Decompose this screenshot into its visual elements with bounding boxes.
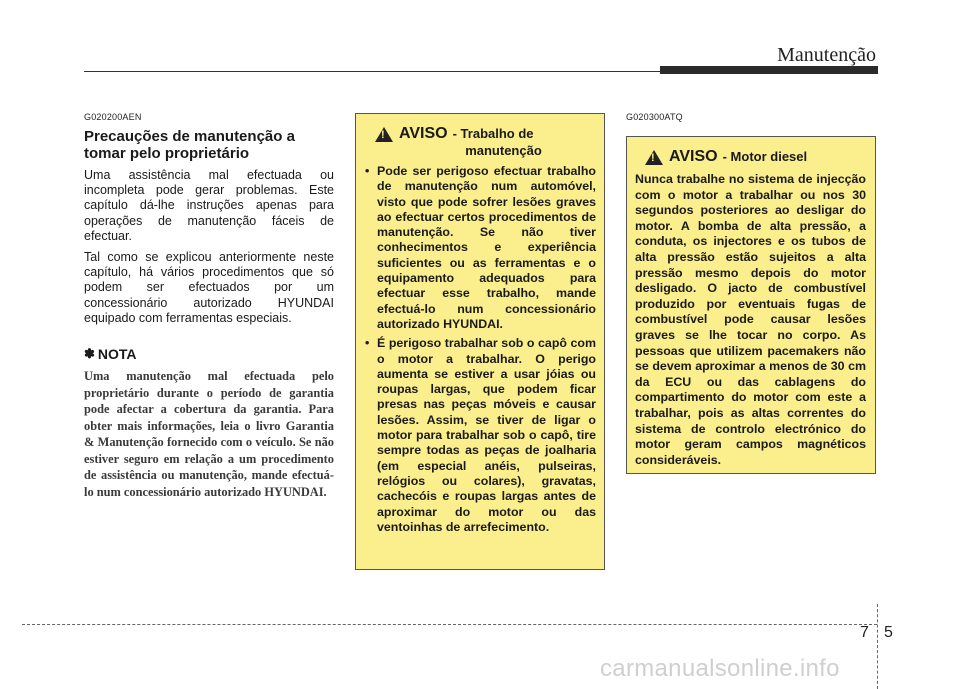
nota-heading (84, 346, 334, 362)
chapter-number: 7 (860, 624, 869, 641)
list-item-text: É perigoso trabalhar sob o capô com o motor a trabalhar. O perigo aumenta se estiver a usar jóias ou roupas largas, que podem ficar presas nas peças móveis e causar lesões. Assim, se tiver de ligar o motor para trabalhar sob o capô, tire sempre todas as peças de joalharia (em especial anéis, pulseiras, relógios ou colares), gravatas, cachecóis e roupas largas antes de aproximar do motor ou das ventoinhas de arrefecimento. (377, 336, 596, 534)
footer-rule (22, 624, 877, 625)
section-code-2: G020300ATQ (626, 112, 683, 122)
nota-text: Uma manutenção mal efectuada pelo proprietário durante o período de garantia pode afectar a cobertura da garantia. Para obter mais informações, leia o livro Garantia & Manutenção fornecido com o veículo. Se não estiver seguro em relação a um procedimento de assistência ou manutenção, mande efectuá-lo num concessionário autorizado HYUNDAI. (84, 369, 334, 499)
warning-box-maintenance (355, 113, 605, 570)
maintenance-heading: Precauções de manutenção a tomar pelo proprietário (84, 128, 295, 162)
warning-title: AVISO (399, 125, 448, 142)
list-item-text: Pode ser perigoso efectuar trabalho de manutenção num automóvel, visto que pode sofrer lesões graves ao efectuar certos procedimentos de manutenção. Se não tiver conhecimentos e experiência suficientes ou as ferramentas e o equipamento adequados para efectuar esse trabalho, mande efectuá-lo num concessionário autorizado HYUNDAI. (377, 164, 596, 331)
warning-title: AVISO (669, 148, 718, 165)
warning-box-diesel (626, 136, 876, 474)
warning-list (365, 164, 596, 535)
section-title: Manutenção (777, 44, 876, 66)
warning-text: Nunca trabalhe no sistema de injecção com o motor a trabalhar ou nos 30 segundos posteriores ao desligar do motor. A bomba de alta pressão, a conduta, os injectores e os tubos de alta pressão estão sujeitos a alta pressão mesmo depois do motor desligado. O jacto de combustível produzido por eventuais fugas de combustível pode causar lesões graves se lhe tocar no corpo. As pessoas que utilizem pacemakers não se devem aproximar a menos de 30 cm da ECU ou das cablagens do compartimento do motor com este a trabalhar, pois as altas correntes do sistema de controlo electrónico do motor geram campos magnéticos consideráveis. (635, 172, 866, 467)
bullet-icon: • (365, 336, 370, 351)
warning-header (365, 124, 596, 143)
nota-star-icon: ✽ (84, 346, 95, 362)
warning-header (635, 147, 866, 166)
warning-subtitle: - Trabalho de (452, 126, 534, 141)
header-rule-thick (660, 66, 878, 74)
paragraph-2: Tal como se explicou anteriormente neste capítulo, há vários procedimentos que só podem ser efectuados por um concessionário autorizado HYUNDAI equipado com ferramentas especiais. (84, 250, 334, 325)
header-rule (84, 71, 660, 72)
left-column (84, 128, 334, 500)
nota-label: NOTA (97, 346, 137, 363)
watermark: carmanualsonline.info (600, 655, 840, 682)
list-item (365, 164, 596, 332)
section-code: G020200AEN (84, 112, 142, 122)
warning-subtitle-cont: manutenção (465, 143, 542, 158)
paragraph-1: Uma assistência mal efectuada ou incompleta pode gerar problemas. Este capítulo dá-lhe instruções apenas para operações de manutenção fáceis de efectuar. (84, 168, 334, 243)
warning-subtitle: - Motor diesel (722, 149, 808, 164)
footer-divider (877, 604, 878, 689)
bullet-icon: • (365, 164, 370, 178)
page-number: 5 (884, 624, 893, 641)
warning-triangle-icon (375, 127, 393, 142)
warning-triangle-icon (645, 150, 663, 165)
list-item (365, 336, 596, 535)
